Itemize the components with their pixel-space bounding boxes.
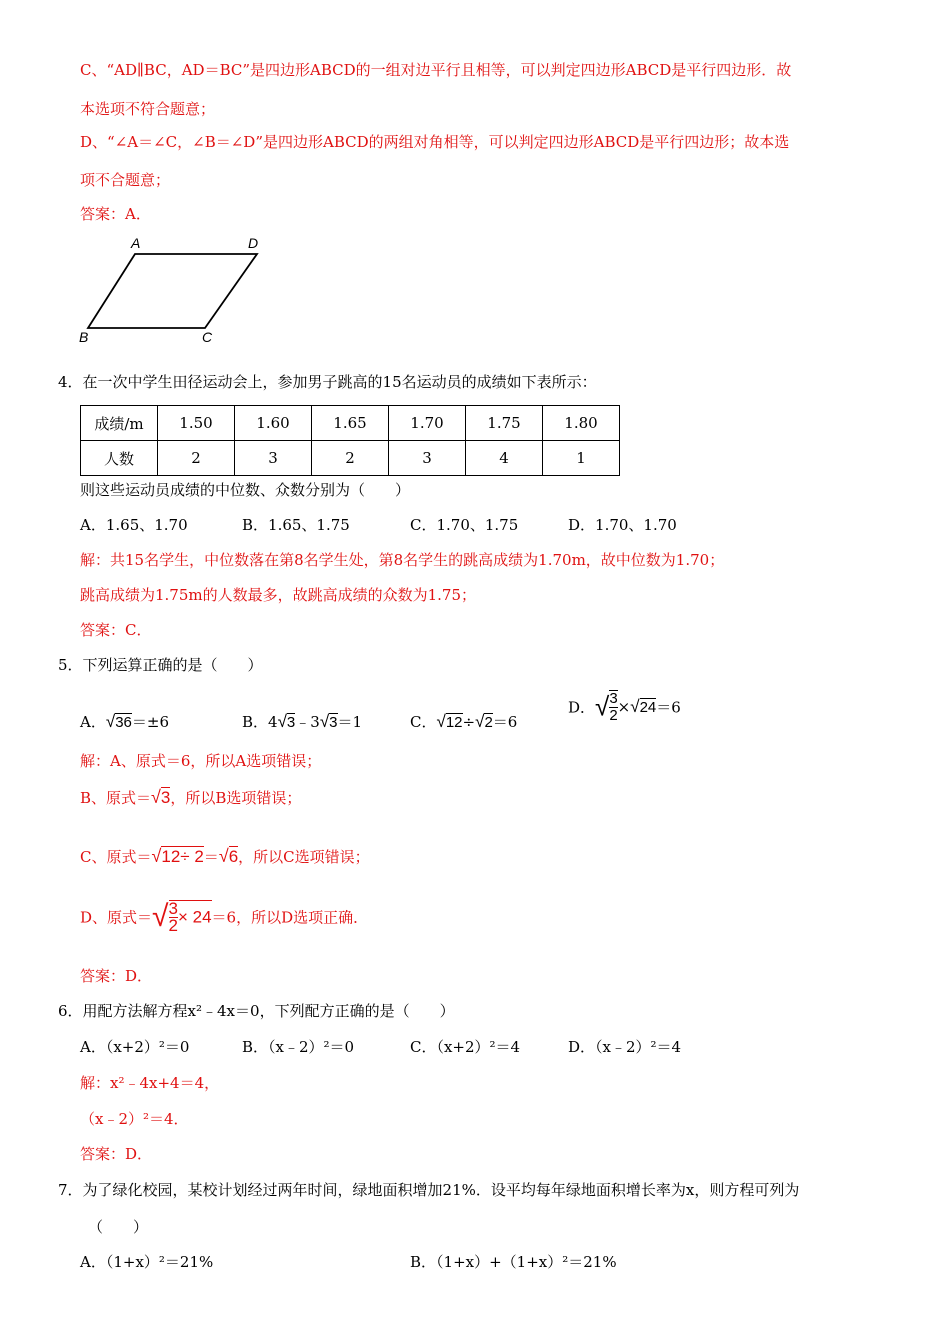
radicand: 36 [115,714,132,731]
q4-option-a: A．1.65、1.70 [80,516,188,534]
option-label: A． [80,713,106,731]
q4-option-b: B．1.65、1.75 [242,516,350,534]
q4-ask: 则这些运动员成绩的中位数、众数分别为（ ） [80,481,411,499]
q7-option-a: A．（1+x）²＝21% [80,1253,214,1271]
option-rest: ＝6 [656,698,681,717]
q6-option-a: A．（x+2）²＝0 [80,1038,190,1056]
option-label: C． [410,713,437,731]
solution-prefix: C、原式＝ [80,848,152,866]
table-row [81,406,620,441]
table-cell: 3 [389,441,466,476]
table-cell: 1.70 [389,406,466,441]
table-cell: 成绩/m [81,406,158,441]
option-rest: ＝1 [337,713,363,731]
q5-solution-a: 解：A、原式＝6，所以A选项错误； [80,752,322,770]
table-cell: 人数 [81,441,158,476]
q5-option-a: A．√36＝±6 [80,712,169,731]
radicand-rest: × 24 [177,907,212,927]
vertex-label-c: C [202,329,213,345]
table-cell: 2 [158,441,235,476]
solution-suffix: ＝6，所以D选项正确． [211,908,369,927]
radicand: 3 [329,714,338,731]
q7-option-b: B．（1+x）+（1+x）²＝21% [410,1253,617,1271]
table-cell: 2 [312,441,389,476]
q6-solution-line2: （x﹣2）²＝4． [80,1110,189,1128]
option-label: D． [568,698,596,717]
table-cell: 1 [543,441,620,476]
option-rest: ＝6 [492,713,518,731]
vertex-label-d: D [248,235,259,251]
q6-option-c: C．（x+2）²＝4 [410,1038,521,1056]
vertex-label-b: B [79,329,89,345]
radicand: 24 [639,698,657,716]
table-cell: 1.50 [158,406,235,441]
q6-option-b: B．（x﹣2）²＝0 [242,1038,355,1056]
table-cell: 1.65 [312,406,389,441]
radicand: 3 [286,714,296,731]
q5-option-b: B．4√3﹣3√3＝1 [242,712,363,731]
q5-option-c: C．√12÷√2＝6 [410,712,518,731]
table-cell: 1.80 [543,406,620,441]
radicand: 6 [228,847,239,866]
solution-prefix: D、原式＝ [80,908,153,927]
q4-option-d: D．1.70、1.70 [568,516,677,534]
parallelogram-figure [75,230,275,348]
q6-solution-line1: 解：x²﹣4x+4＝4， [80,1074,220,1092]
q6-question: 6．用配方法解方程x²﹣4x＝0，下列配方正确的是（ ） [58,1002,455,1020]
q4-question: 4．在一次中学生田径运动会上，参加男子跳高的15名运动员的成绩如下表所示： [58,373,597,391]
solution-suffix: ，所以C选项错误； [238,848,370,866]
operator: ÷ [462,713,476,731]
q5-solution-c: C、原式＝√12÷ 2＝√6，所以C选项错误； [80,846,370,866]
fraction-numerator: 3 [609,690,618,707]
q4-score-table [80,405,620,476]
table-cell: 1.60 [235,406,312,441]
q6-option-d: D．（x﹣2）²＝4 [568,1038,682,1056]
solution-suffix: ，所以B选项错误； [170,789,302,807]
option-label: B． [242,713,269,731]
fraction-denominator: 2 [609,707,618,724]
fraction-denominator: 2 [168,916,178,935]
q4-solution-line1: 解：共15名学生，中位数落在第8名学生处，第8名学生的跳高成绩为1.70m，故中位数为1.70； [80,551,725,569]
equals-sign: ＝ [203,848,219,866]
q4-answer: 答案：C． [80,621,152,639]
q5-question: 5．下列运算正确的是（ ） [58,656,263,674]
q5-solution-d: D、原式＝√ $\frac{3}{2}$ × 24＝6，所以D选项正确． [80,899,369,935]
q6-answer: 答案：D． [80,1145,153,1163]
fraction-numerator: 3 [168,899,178,918]
operator: × [617,698,631,716]
q5-option-d: D．√ $\frac{3}{2}$ ×√24＝6 [568,690,681,724]
coefficient: 4 [268,713,278,731]
q4-option-c: C．1.70、1.75 [410,516,519,534]
operator: ﹣3 [295,713,320,731]
table-cell: 4 [466,441,543,476]
radicand: 3 [160,788,171,807]
radicand: 12 [445,714,463,731]
option-rest: ＝±6 [131,713,169,731]
table-cell: 1.75 [466,406,543,441]
q3-answer: 答案：A． [80,205,151,223]
q3-option-d-explanation-line1: D、“∠A＝∠C，∠B＝∠D”是四边形ABCD的两组对角相等，可以判定四边形ABCD是平行四边形；故本选 [80,133,790,151]
q3-option-d-explanation-line2: 项不合题意； [80,171,171,189]
table-cell: 3 [235,441,312,476]
solution-prefix: B、原式＝ [80,789,152,807]
q4-solution-line2: 跳高成绩为1.75m的人数最多，故跳高成绩的众数为1.75； [80,586,477,604]
q5-answer: 答案：D． [80,967,153,985]
q3-option-c-explanation-line2: 本选项不符合题意； [80,100,216,118]
radicand: 2 [484,714,493,731]
table-row [81,441,620,476]
q7-paren: （ ） [88,1218,149,1236]
q7-question: 7．为了绿化校园，某校计划经过两年时间，绿地面积增加21%．设平均每年绿地面积增长率为x，则方程可列为 [58,1181,800,1199]
q5-solution-b: B、原式＝√3，所以B选项错误； [80,787,302,807]
vertex-label-a: A [131,235,141,251]
q3-option-c-explanation-line1: C、“AD∥BC，AD＝BC”是四边形ABCD的一组对边平行且相等，可以判定四边形ABCD是平行四边形．故 [80,61,792,79]
radicand: 12÷ 2 [161,847,204,866]
